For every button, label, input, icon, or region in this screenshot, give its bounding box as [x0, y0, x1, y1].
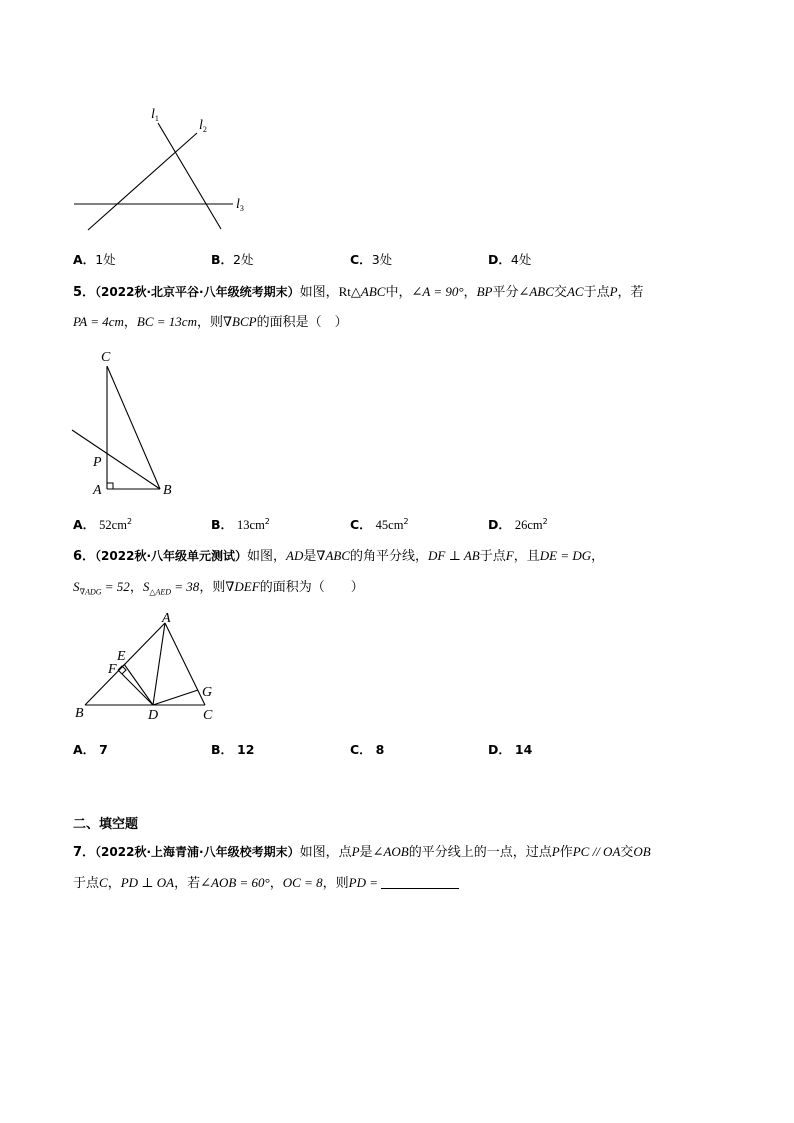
q4-option-d[interactable]: D．4处	[488, 252, 532, 267]
label-c: C	[101, 350, 111, 365]
label-f: F	[108, 662, 117, 677]
q5-source: （2022秋·北京平谷·八年级统考期末）	[95, 285, 300, 299]
answer-blank[interactable]	[381, 876, 459, 889]
q6-number: 6．	[73, 549, 96, 564]
segment-de	[124, 664, 153, 705]
label-l2: $l_2$	[199, 118, 207, 134]
q5-line-2: PA = 4cm，BC = 13cm，则∇BCP的面积是（ ）	[73, 314, 348, 330]
label-b: B	[75, 706, 84, 721]
segment-df	[118, 670, 153, 705]
segment-ad	[153, 623, 165, 705]
q5-option-a[interactable]: A． $52cm^2$	[73, 517, 133, 532]
q6-option-a[interactable]: A． 7	[73, 742, 108, 757]
label-d: D	[148, 708, 159, 723]
q7-line-2: 于点C，PD ⊥ OA，若∠AOB = 60°，OC = 8，则PD =	[73, 873, 459, 894]
label-p: P	[93, 455, 102, 470]
q5-option-b[interactable]: B． $13cm^2$	[211, 517, 270, 532]
q6-source: （2022秋·八年级单元测试）	[95, 549, 248, 563]
q6-line-2: $S_{\nabla ADG} = 52$，$S_{\triangle AED} = 38$，则∇DEF的面积为（ ）	[73, 579, 364, 597]
label-a: A	[162, 611, 171, 626]
q7-source: （2022秋·上海青浦·八年级校考期末）	[95, 845, 300, 859]
label-a: A	[93, 483, 102, 498]
label-c: C	[203, 708, 213, 723]
segment-dg	[153, 690, 198, 705]
label-l1: $l_1$	[151, 107, 159, 123]
label-l3: $l_3$	[236, 197, 244, 213]
q7-number: 7．	[73, 845, 96, 860]
q4-option-c[interactable]: C．3处	[350, 252, 393, 267]
q5-line-1: 5．（2022秋·北京平谷·八年级统考期末）如图，Rt△ABC中，∠A = 90°，BP平分∠ABC交AC于点P，若	[73, 284, 644, 300]
q5-number: 5．	[73, 285, 96, 300]
label-e: E	[117, 649, 126, 664]
q5-option-c[interactable]: C． $45cm^2$	[350, 517, 409, 532]
q6-option-b[interactable]: B． 12	[211, 742, 255, 757]
label-g: G	[202, 685, 213, 700]
label-b: B	[163, 483, 172, 498]
q6-option-c[interactable]: C． 8	[350, 742, 385, 757]
section-title: 二、填空题	[73, 817, 139, 832]
q5-option-d[interactable]: D． $26cm^2$	[488, 517, 548, 532]
q6-line-1: 6．（2022秋·八年级单元测试）如图，AD是∇ABC的角平分线，DF ⊥ AB于点F，且DE = DG，	[73, 548, 605, 564]
segment-ac	[165, 623, 205, 705]
q6-option-d[interactable]: D． 14	[488, 742, 533, 757]
q7-line-1: 7．（2022秋·上海青浦·八年级校考期末）如图，点P是∠AOB的平分线上的一点，过点P作PC // OA交OB	[73, 844, 651, 860]
q4-option-a[interactable]: A．1处	[73, 252, 116, 267]
segment-ab	[85, 623, 165, 705]
q4-option-b[interactable]: B．2处	[211, 252, 254, 267]
